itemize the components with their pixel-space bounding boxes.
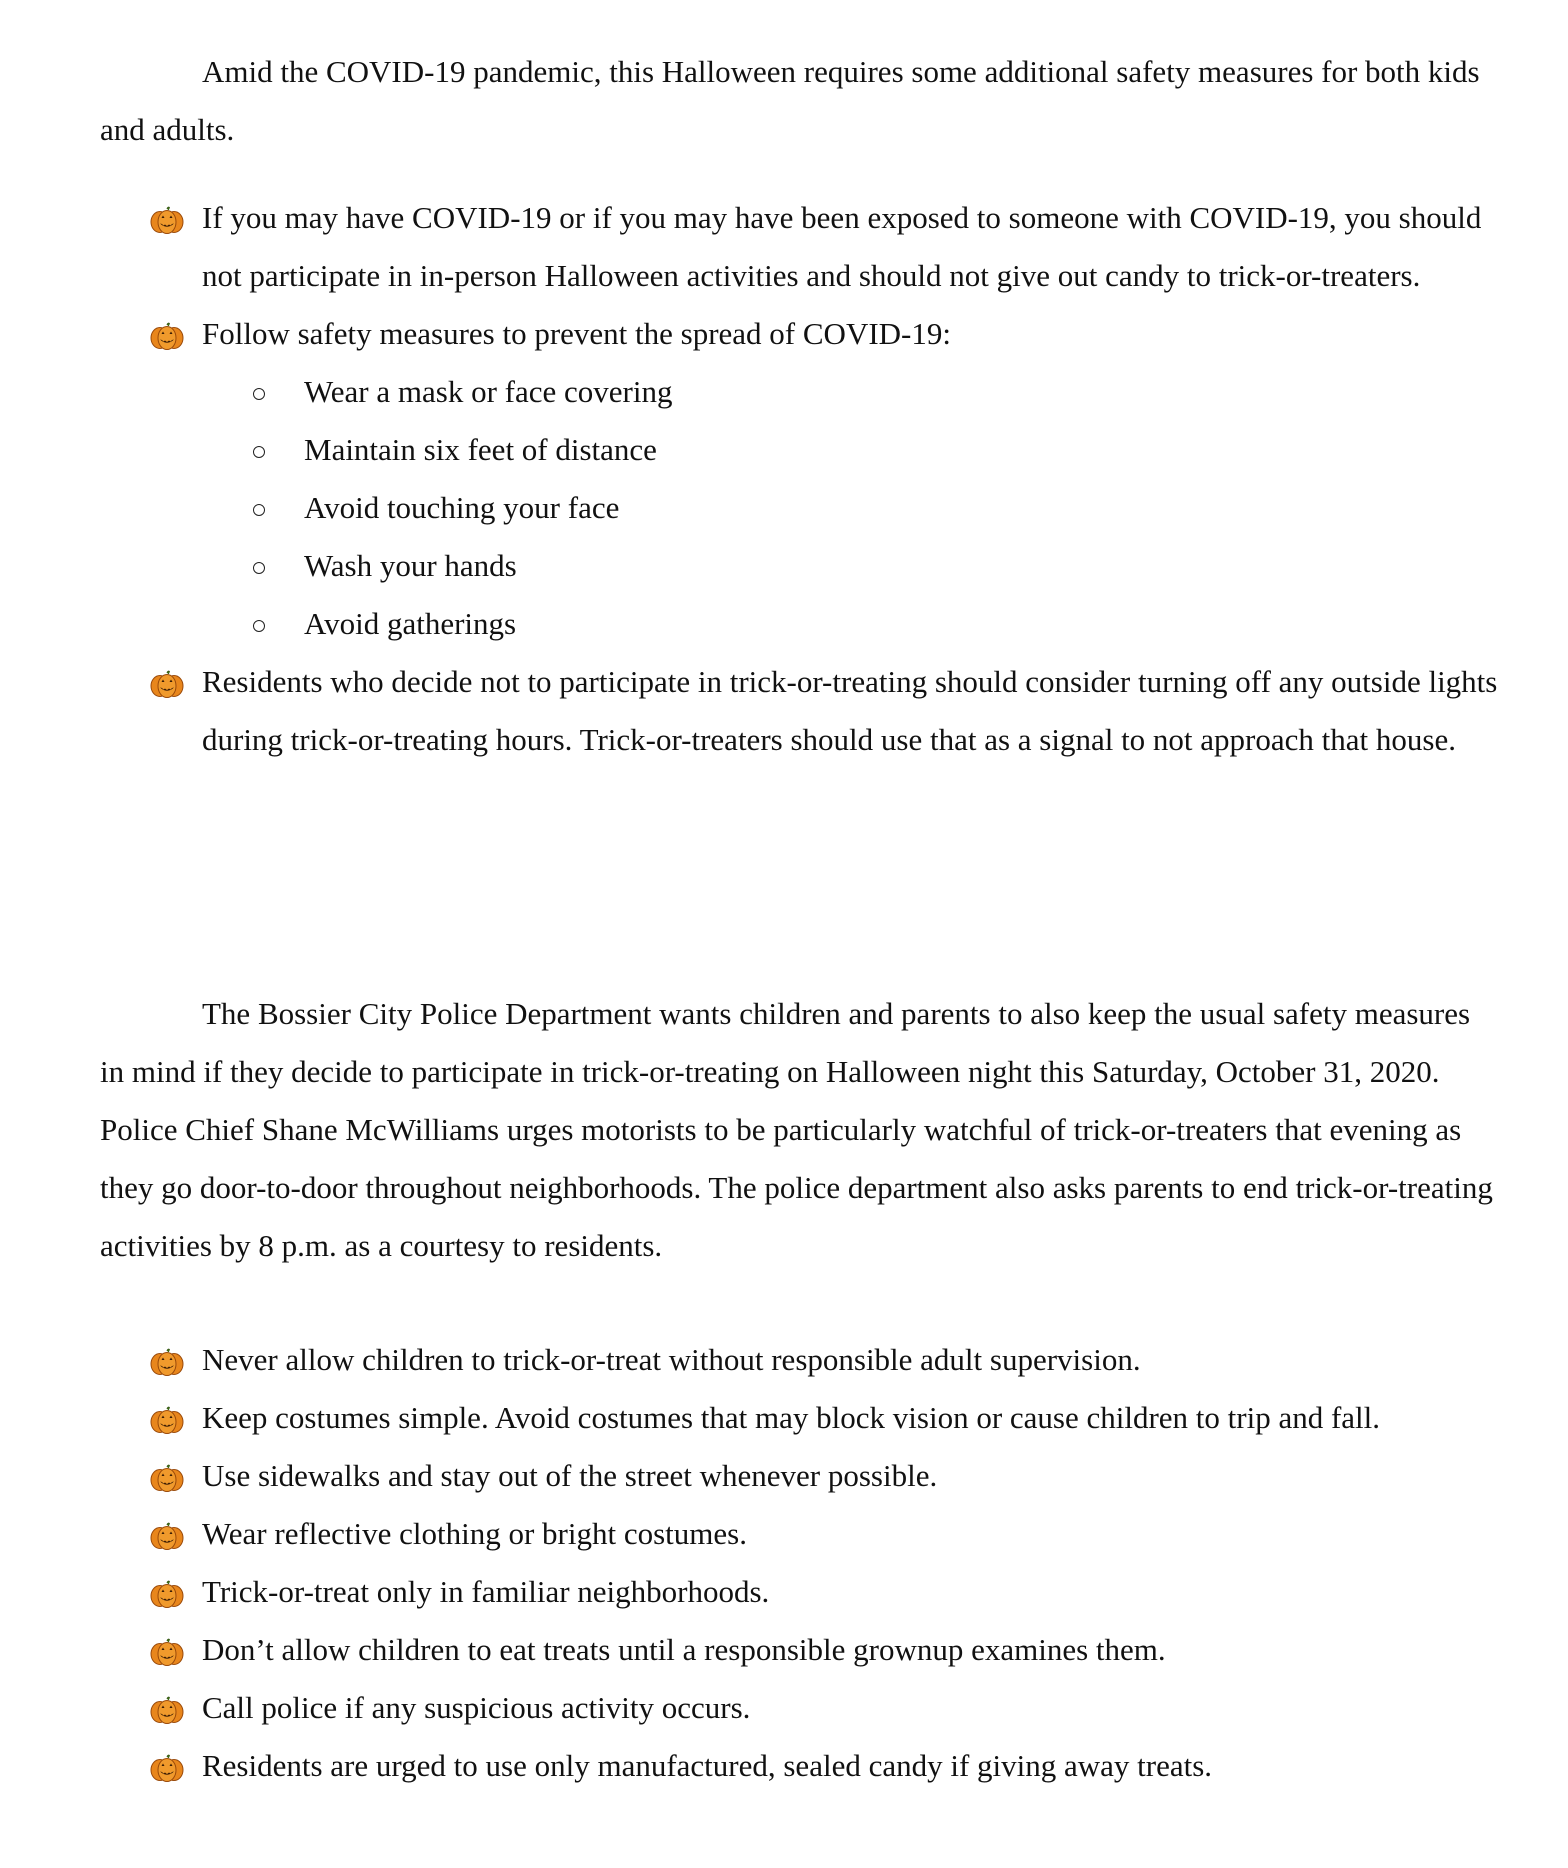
sublist-item <box>202 595 1502 653</box>
list-item <box>0 305 1502 653</box>
list-item <box>0 1389 1502 1447</box>
pumpkin-icon <box>150 206 184 234</box>
trick-or-treat-safety-list <box>0 1331 1568 1795</box>
list-item <box>0 1447 1502 1505</box>
list-item-text: Keep costumes simple. Avoid costumes that may block vision or cause children to trip and fall. <box>202 1400 1381 1435</box>
list-item <box>0 1563 1502 1621</box>
intro-paragraph: Amid the COVID-19 pandemic, this Halloween requires some additional safety measures for both kids and adults. <box>100 54 1480 147</box>
list-item-text: Trick-or-treat only in familiar neighborhoods. <box>202 1574 770 1609</box>
list-item-text: Follow safety measures to prevent the spread of COVID-19: <box>202 316 951 351</box>
circle-bullet-icon <box>253 504 265 516</box>
list-item <box>0 1737 1502 1795</box>
circle-bullet-icon <box>253 388 265 400</box>
sublist-item <box>202 537 1502 595</box>
list-item-text: Wear reflective clothing or bright costumes. <box>202 1516 747 1551</box>
list-item-text: If you may have COVID-19 or if you may have been exposed to someone with COVID-19, you should not participate in in-person Halloween activities and should not give out candy to trick-or-treaters. <box>202 200 1482 293</box>
pumpkin-icon <box>150 1580 184 1608</box>
pumpkin-icon <box>150 1696 184 1724</box>
list-item <box>0 189 1502 305</box>
pumpkin-icon <box>150 1754 184 1782</box>
pumpkin-icon <box>150 1522 184 1550</box>
sublist-item-text: Maintain six feet of distance <box>304 432 657 467</box>
sublist-item-text: Avoid touching your face <box>304 490 620 525</box>
police-paragraph: The Bossier City Police Department wants children and parents to also keep the usual safety measures in mind if they decide to participate in trick-or-treating on Halloween night this Saturday, October 31, 2020. Police Chief Shane McWilliams urges motorists to be particularly watchful of trick-or-treaters that evening as they go door-to-door throughout neighborhoods. The police department also asks parents to end trick-or-treating activities by 8 p.m. as a courtesy to residents. <box>100 996 1493 1263</box>
circle-bullet-icon <box>253 562 265 574</box>
pumpkin-icon <box>150 1464 184 1492</box>
covid-measures-sublist <box>202 363 1502 653</box>
pumpkin-icon <box>150 1638 184 1666</box>
list-item-text: Call police if any suspicious activity occurs. <box>202 1690 751 1725</box>
list-item-text: Never allow children to trick-or-treat without responsible adult supervision. <box>202 1342 1141 1377</box>
sublist-item <box>202 479 1502 537</box>
sublist-item-text: Wear a mask or face covering <box>304 374 673 409</box>
list-item-text: Use sidewalks and stay out of the street whenever possible. <box>202 1458 938 1493</box>
pumpkin-icon <box>150 322 184 350</box>
circle-bullet-icon <box>253 620 265 632</box>
list-item-text: Residents who decide not to participate in trick-or-treating should consider turning off any outside lights during trick-or-treating hours. Trick-or-treaters should use that as a signal to not approach that house. <box>202 664 1498 757</box>
circle-bullet-icon <box>253 446 265 458</box>
pumpkin-icon <box>150 1348 184 1376</box>
sublist-item <box>202 421 1502 479</box>
list-item <box>0 1679 1502 1737</box>
list-item-text: Don’t allow children to eat treats until a responsible grownup examines them. <box>202 1632 1166 1667</box>
covid-safety-list <box>0 189 1568 769</box>
list-item <box>0 653 1502 769</box>
sublist-item <box>202 363 1502 421</box>
sublist-item-text: Avoid gatherings <box>304 606 517 641</box>
pumpkin-icon <box>150 670 184 698</box>
list-item-text: Residents are urged to use only manufactured, sealed candy if giving away treats. <box>202 1748 1213 1783</box>
pumpkin-icon <box>150 1406 184 1434</box>
list-item <box>0 1331 1502 1389</box>
sublist-item-text: Wash your hands <box>304 548 517 583</box>
list-item <box>0 1621 1502 1679</box>
list-item <box>0 1505 1502 1563</box>
